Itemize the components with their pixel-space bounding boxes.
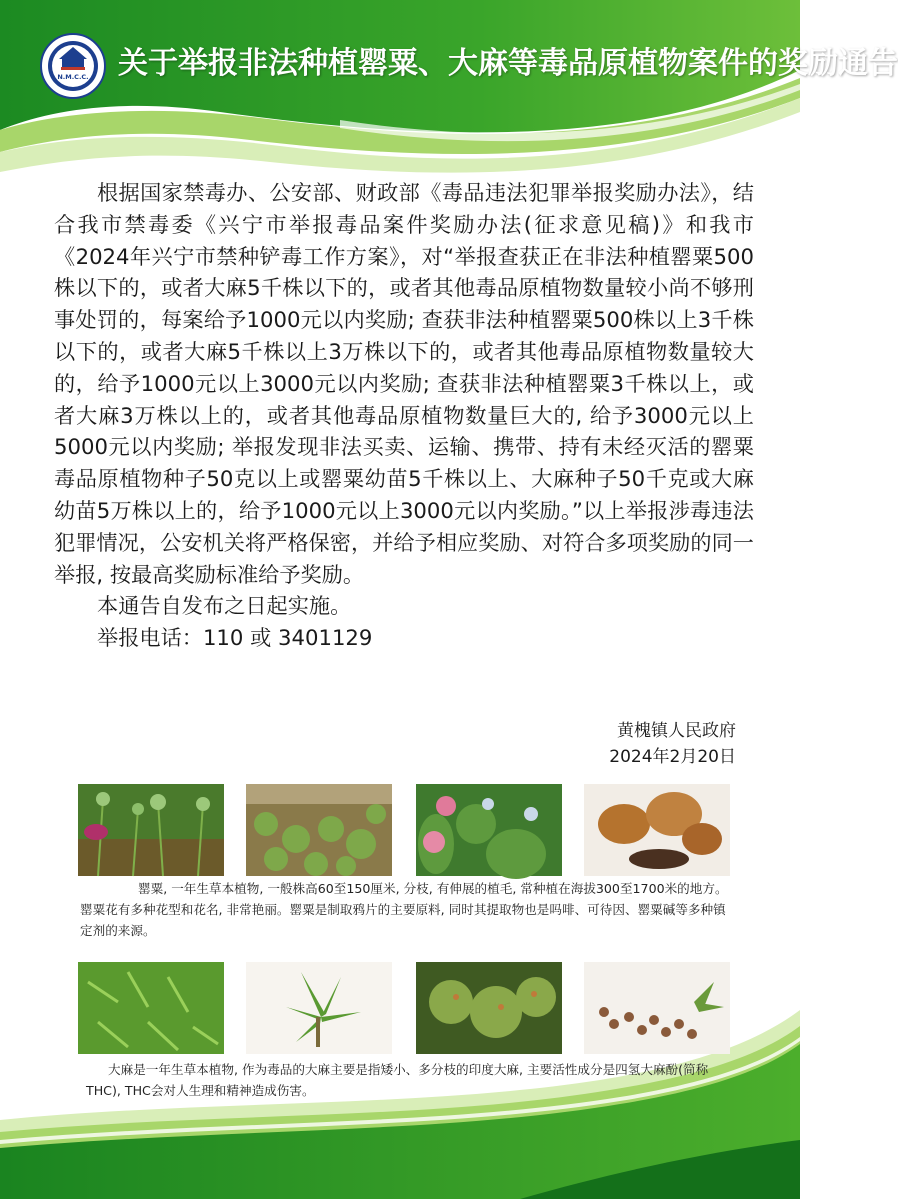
logo-text: N.M.C.C.: [57, 73, 89, 81]
issuing-organization: 黄槐镇人民政府: [617, 721, 736, 741]
issue-date: 2024年2月20日: [609, 747, 736, 767]
effective-statement: 本通告自发布之日起实施。: [97, 593, 352, 619]
poppy-photo-3: [416, 784, 562, 876]
notice-body: [54, 177, 754, 654]
signature-block: [609, 718, 736, 770]
hotline: 举报电话：110 或 3401129: [97, 625, 373, 651]
poppy-photo-4: [584, 784, 730, 876]
anti-drug-emblem: [40, 33, 106, 99]
cannabis-photo-2: [246, 962, 392, 1054]
poppy-photo-1: [78, 784, 224, 876]
notice-paragraph: 根据国家禁毒办、公安部、财政部《毒品违法犯罪举报奖励办法》，结合我市禁毒委《兴宁市举报毒品案件奖励办法(征求意见稿)》和我市《2024年兴宁市禁种铲毒工作方案》，对“举报查获正在非法种植罂粟500株以下的，或者大麻5千株以下的，或者其他毒品原植物数量较小尚不够刑事处罚的，每案给予1000元以内奖励; 查获非法种植罂粟500株以上3千株以下的，或者大麻5千株以上3万株以下的，或者其他毒品原植物数量较大的，给予1000元以上3000元以内奖励; 查获非法种植罂粟3千株以上，或者大麻3万株以上的，或者其他毒品原植物数量巨大的, 给予3000元以上5000元以内奖励; 举报发现非法买卖、运输、携带、持有未经灭活的罂粟毒品原植物种子50克以上或罂粟幼苗5千株以上、大麻种子50千克或大麻幼苗5万株以上的，给予1000元以上3000元以内奖励。”以上举报涉毒违法犯罪情况，公安机关将严格保密，并给予相应奖励、对符合多项奖励的同一举报, 按最高奖励标准给予奖励。: [54, 180, 754, 587]
cannabis-photo-3: [416, 962, 562, 1054]
cannabis-photo-4: [584, 962, 730, 1054]
cannabis-photo-1: [78, 962, 224, 1054]
cannabis-caption: 大麻是一年生草本植物, 作为毒品的大麻主要是指矮小、多分枝的印度大麻, 主要活性成分是四氢大麻酚(简称THC), THC会对人生理和精神造成伤害。: [86, 1062, 709, 1098]
poppy-caption: 罂粟, 一年生草本植物, 一般株高60至150厘米, 分枝, 有伸展的植毛, 常种植在海拔300至1700米的地方。罂粟花有多种花型和花名, 非常艳丽。罂粟是制取鸦片的主要原料, 同时其提取物也是吗啡、可待因、罂粟碱等多种镇定剂的来源。: [80, 881, 728, 938]
poppy-photo-2: [246, 784, 392, 876]
page-title: 关于举报非法种植罂粟、大麻等毒品原植物案件的奖励通告: [118, 46, 898, 81]
